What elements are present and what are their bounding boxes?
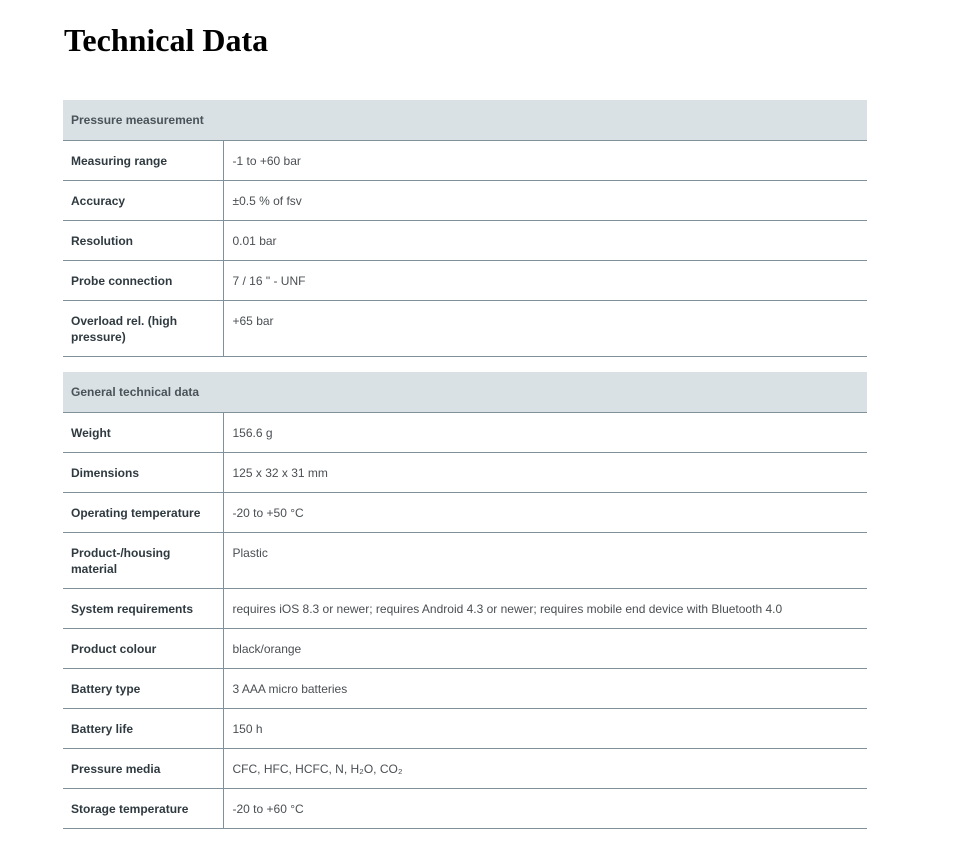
spec-value: -1 to +60 bar [223, 140, 867, 180]
table-row [63, 532, 867, 588]
spec-label: Overload rel. (high pressure) [63, 300, 223, 356]
spec-label: System requirements [63, 588, 223, 628]
spec-label: Pressure media [63, 748, 223, 788]
spec-value: +65 bar [223, 300, 867, 356]
spec-label: Operating temperature [63, 492, 223, 532]
spec-label: Accuracy [63, 180, 223, 220]
spec-label: Storage temperature [63, 788, 223, 828]
table-row [63, 628, 867, 668]
section-header-label: Pressure measurement [63, 100, 867, 140]
table-row [63, 452, 867, 492]
spec-label: Resolution [63, 220, 223, 260]
spec-value: 156.6 g [223, 412, 867, 452]
spec-label: Battery life [63, 708, 223, 748]
table-row [63, 260, 867, 300]
table-row [63, 412, 867, 452]
spec-value: -20 to +50 °C [223, 492, 867, 532]
spec-label: Product colour [63, 628, 223, 668]
spec-value: ±0.5 % of fsv [223, 180, 867, 220]
spec-value: -20 to +60 °C [223, 788, 867, 828]
spec-label: Weight [63, 412, 223, 452]
table-row [63, 220, 867, 260]
section-header-label: General technical data [63, 372, 867, 412]
spec-label: Measuring range [63, 140, 223, 180]
spec-value: requires iOS 8.3 or newer; requires Android 4.3 or newer; requires mobile end device with Bluetooth 4.0 [223, 588, 867, 628]
table-row [63, 180, 867, 220]
spec-value: 150 h [223, 708, 867, 748]
spec-value: 7 / 16 " - UNF [223, 260, 867, 300]
spec-value: 125 x 32 x 31 mm [223, 452, 867, 492]
table-row [63, 492, 867, 532]
table-row [63, 588, 867, 628]
spec-value: CFC, HFC, HCFC, N, H₂O, CO₂ [223, 748, 867, 788]
table-row [63, 788, 867, 828]
table-row [63, 708, 867, 748]
table-row [63, 668, 867, 708]
spec-value: 3 AAA micro batteries [223, 668, 867, 708]
spec-label: Dimensions [63, 452, 223, 492]
general-technical-data-table [63, 372, 867, 829]
table-row [63, 748, 867, 788]
table-row [63, 300, 867, 356]
table-row [63, 140, 867, 180]
pressure-measurement-table [63, 100, 867, 357]
section-header [63, 372, 867, 412]
spec-value: black/orange [223, 628, 867, 668]
spec-label: Probe connection [63, 260, 223, 300]
spec-label: Product-/housing material [63, 532, 223, 588]
page-title: Technical Data [64, 22, 269, 58]
section-header [63, 100, 867, 140]
spec-value: Plastic [223, 532, 867, 588]
spec-value: 0.01 bar [223, 220, 867, 260]
spec-label: Battery type [63, 668, 223, 708]
